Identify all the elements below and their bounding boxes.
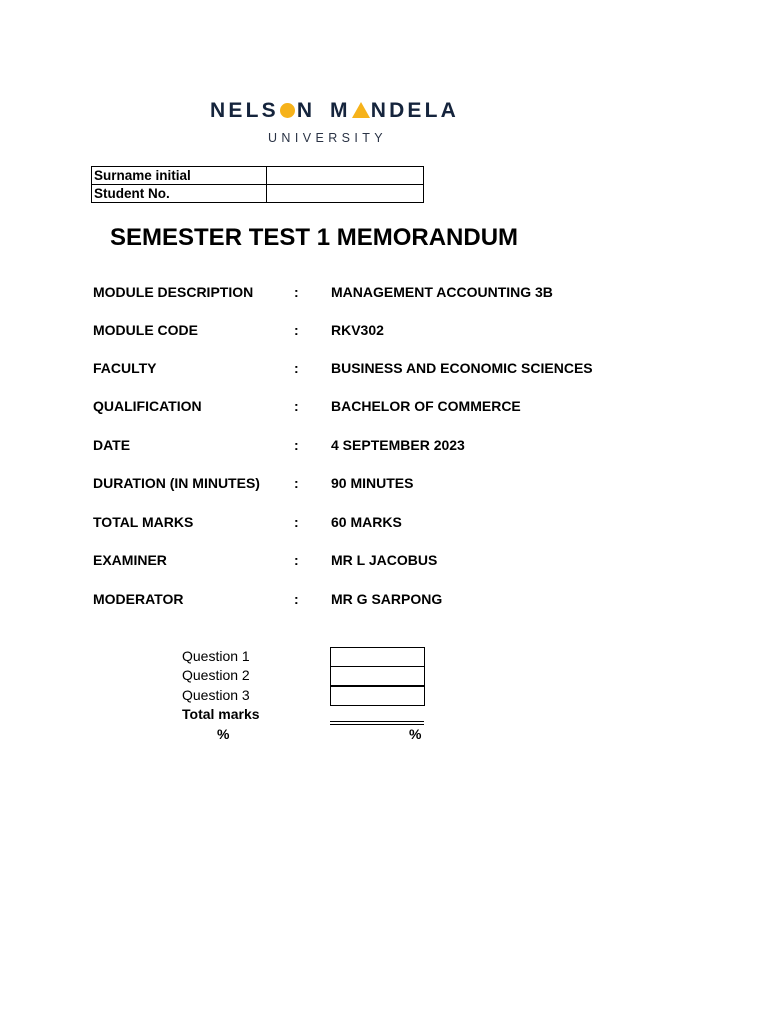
- total-marks-label: Total marks: [182, 706, 260, 722]
- info-label: QUALIFICATION: [93, 398, 202, 414]
- logo-subtitle: UNIVERSITY: [268, 131, 388, 145]
- info-value: 90 MINUTES: [331, 475, 414, 491]
- info-value: BACHELOR OF COMMERCE: [331, 398, 521, 414]
- student-id-table: [91, 166, 424, 203]
- surname-label: Surname initial: [92, 167, 267, 185]
- info-colon: :: [294, 398, 299, 414]
- info-label: EXAMINER: [93, 552, 167, 568]
- question-2-mark-box[interactable]: [330, 666, 425, 686]
- info-value: MR G SARPONG: [331, 591, 443, 607]
- info-label: TOTAL MARKS: [93, 514, 194, 530]
- info-colon: :: [294, 514, 299, 530]
- logo-triangle-icon: [352, 102, 370, 118]
- percent-value: %: [409, 726, 422, 742]
- student-number-label: Student No.: [92, 185, 267, 203]
- logo-circle-icon: [280, 103, 295, 118]
- question-3-mark-box[interactable]: [330, 686, 425, 706]
- info-value: 60 MARKS: [331, 514, 402, 530]
- question-2-label: Question 2: [182, 667, 250, 683]
- table-row: [92, 185, 424, 203]
- info-colon: :: [294, 322, 299, 338]
- info-colon: :: [294, 284, 299, 300]
- info-label: MODULE CODE: [93, 322, 198, 338]
- info-label: MODERATOR: [93, 591, 184, 607]
- question-3-label: Question 3: [182, 687, 250, 703]
- info-colon: :: [294, 475, 299, 491]
- surname-field[interactable]: [267, 167, 424, 185]
- info-label: MODULE DESCRIPTION: [93, 284, 254, 300]
- info-colon: :: [294, 437, 299, 453]
- info-colon: :: [294, 552, 299, 568]
- question-1-label: Question 1: [182, 648, 250, 664]
- percent-label: %: [217, 726, 230, 742]
- info-label: DURATION (IN MINUTES): [93, 475, 260, 491]
- info-colon: :: [294, 360, 299, 376]
- info-value: MANAGEMENT ACCOUNTING 3B: [331, 284, 553, 300]
- table-row: [92, 167, 424, 185]
- student-number-field[interactable]: [267, 185, 424, 203]
- info-value: 4 SEPTEMBER 2023: [331, 437, 465, 453]
- university-logo: [210, 98, 460, 150]
- info-colon: :: [294, 591, 299, 607]
- page-title: SEMESTER TEST 1 MEMORANDUM: [110, 224, 519, 251]
- logo-wordmark-mandela: M NDELA: [330, 99, 460, 122]
- info-value: RKV302: [331, 322, 384, 338]
- info-value: MR L JACOBUS: [331, 552, 438, 568]
- info-label: FACULTY: [93, 360, 157, 376]
- info-value: BUSINESS AND ECONOMIC SCIENCES: [331, 360, 593, 376]
- info-label: DATE: [93, 437, 131, 453]
- question-1-mark-box[interactable]: [330, 647, 425, 667]
- logo-wordmark-nelson: NELS N: [210, 99, 316, 122]
